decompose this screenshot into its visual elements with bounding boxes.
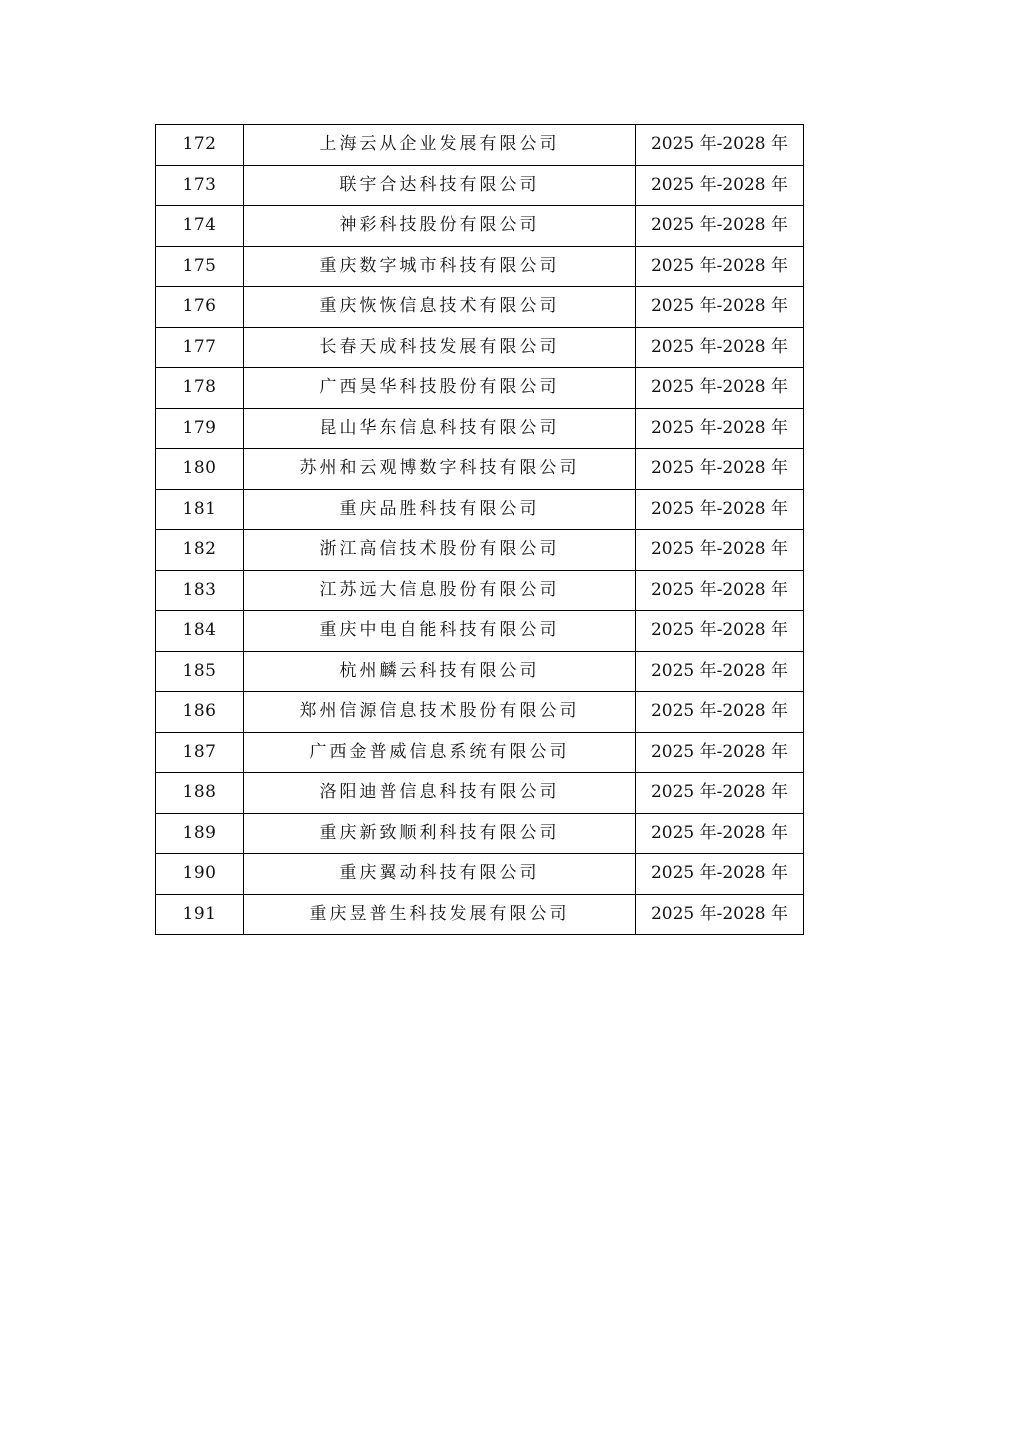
company-name: 苏州和云观博数字科技有限公司 [244,449,636,490]
validity-period: 2025 年-2028 年 [636,894,804,935]
table-row [156,246,804,287]
table-body [156,125,804,935]
company-name: 重庆恢恢信息技术有限公司 [244,287,636,328]
row-number: 177 [156,327,244,368]
table-row [156,692,804,733]
validity-period: 2025 年-2028 年 [636,570,804,611]
table-row [156,489,804,530]
row-number: 185 [156,651,244,692]
table-row [156,611,804,652]
company-name: 重庆新致顺利科技有限公司 [244,813,636,854]
table-row [156,206,804,247]
row-number: 189 [156,813,244,854]
row-number: 174 [156,206,244,247]
row-number: 191 [156,894,244,935]
validity-period: 2025 年-2028 年 [636,530,804,571]
company-name: 广西昊华科技股份有限公司 [244,368,636,409]
row-number: 172 [156,125,244,166]
validity-period: 2025 年-2028 年 [636,854,804,895]
table-row [156,894,804,935]
validity-period: 2025 年-2028 年 [636,246,804,287]
row-number: 190 [156,854,244,895]
company-name: 广西金普威信息系统有限公司 [244,732,636,773]
validity-period: 2025 年-2028 年 [636,692,804,733]
company-name: 江苏远大信息股份有限公司 [244,570,636,611]
table-row [156,165,804,206]
row-number: 187 [156,732,244,773]
table-row [156,813,804,854]
table-row [156,408,804,449]
table-row [156,327,804,368]
table-row [156,773,804,814]
table-row [156,368,804,409]
row-number: 180 [156,449,244,490]
row-number: 175 [156,246,244,287]
validity-period: 2025 年-2028 年 [636,611,804,652]
validity-period: 2025 年-2028 年 [636,368,804,409]
row-number: 179 [156,408,244,449]
company-name: 重庆昱普生科技发展有限公司 [244,894,636,935]
row-number: 181 [156,489,244,530]
row-number: 178 [156,368,244,409]
validity-period: 2025 年-2028 年 [636,327,804,368]
row-number: 183 [156,570,244,611]
validity-period: 2025 年-2028 年 [636,206,804,247]
table-row [156,449,804,490]
table-row [156,732,804,773]
validity-period: 2025 年-2028 年 [636,651,804,692]
validity-period: 2025 年-2028 年 [636,287,804,328]
validity-period: 2025 年-2028 年 [636,449,804,490]
row-number: 173 [156,165,244,206]
table-row [156,125,804,166]
company-name: 郑州信源信息技术股份有限公司 [244,692,636,733]
row-number: 186 [156,692,244,733]
company-name: 重庆品胜科技有限公司 [244,489,636,530]
company-name: 上海云从企业发展有限公司 [244,125,636,166]
company-list-table [155,124,804,935]
validity-period: 2025 年-2028 年 [636,165,804,206]
table-row [156,287,804,328]
company-name: 重庆翼动科技有限公司 [244,854,636,895]
table-row [156,651,804,692]
row-number: 184 [156,611,244,652]
validity-period: 2025 年-2028 年 [636,125,804,166]
company-name: 神彩科技股份有限公司 [244,206,636,247]
company-name: 重庆中电自能科技有限公司 [244,611,636,652]
validity-period: 2025 年-2028 年 [636,732,804,773]
validity-period: 2025 年-2028 年 [636,813,804,854]
company-name: 洛阳迪普信息科技有限公司 [244,773,636,814]
company-name: 杭州麟云科技有限公司 [244,651,636,692]
table-row [156,570,804,611]
company-name: 联宇合达科技有限公司 [244,165,636,206]
table-row [156,530,804,571]
company-name: 长春天成科技发展有限公司 [244,327,636,368]
row-number: 176 [156,287,244,328]
company-name: 重庆数字城市科技有限公司 [244,246,636,287]
validity-period: 2025 年-2028 年 [636,773,804,814]
row-number: 188 [156,773,244,814]
validity-period: 2025 年-2028 年 [636,489,804,530]
company-name: 昆山华东信息科技有限公司 [244,408,636,449]
company-name: 浙江高信技术股份有限公司 [244,530,636,571]
row-number: 182 [156,530,244,571]
validity-period: 2025 年-2028 年 [636,408,804,449]
table-row [156,854,804,895]
